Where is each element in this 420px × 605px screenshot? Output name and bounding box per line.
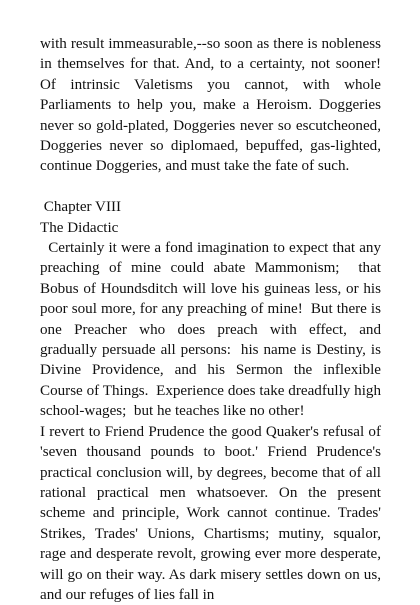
opening-paragraph: with result immeasurable,--so soon as there is nobleness in themselves for that. And, to a certainty, not sooner! Of intrinsic Valetisms you cannot, with whole Parliaments to help you, make a Heroism. Doggeries never so gold-plated, Doggeries never so escutcheoned, Doggeries never so diplomaed, bepuffed, gas-lighted, continue Doggeries, and must take the fate of such. xyxy=(40,36,381,175)
chapter-title: The Didactic xyxy=(40,219,119,236)
paragraph-spacer xyxy=(40,177,381,197)
chapter-number: Chapter VIII xyxy=(40,199,122,216)
chapter-paragraph-2: I revert to Friend Prudence the good Quaker's refusal of 'seven thousand pounds to boot.' Friend Prudence's practical conclusion will, by degrees, become that of all rational practical men whatsoever. On the present scheme and principle, Work cannot continue. Trades' Strikes, Trades' Unions, Chartisms; mutiny, squalor, rage and desperate revolt, growing ever more desperate, will go on their way. As dark misery settles down on us, and our refuges of lies fall in xyxy=(40,423,381,603)
document-page xyxy=(40,34,385,605)
chapter-paragraph-1: Certainly it were a fond imagination to expect that any preaching of mine could abate Mammonism; that Bobus of Houndsditch will love his guineas less, or his poor soul more, for any preaching of mine! But there is one Preacher who does preach with effect, and gradually persuade all persons: his name is Destiny, is Divine Providence, and his Sermon the inflexible Course of Things. Experience does take dreadfully high school-wages; but he teaches like no other! xyxy=(40,240,385,420)
